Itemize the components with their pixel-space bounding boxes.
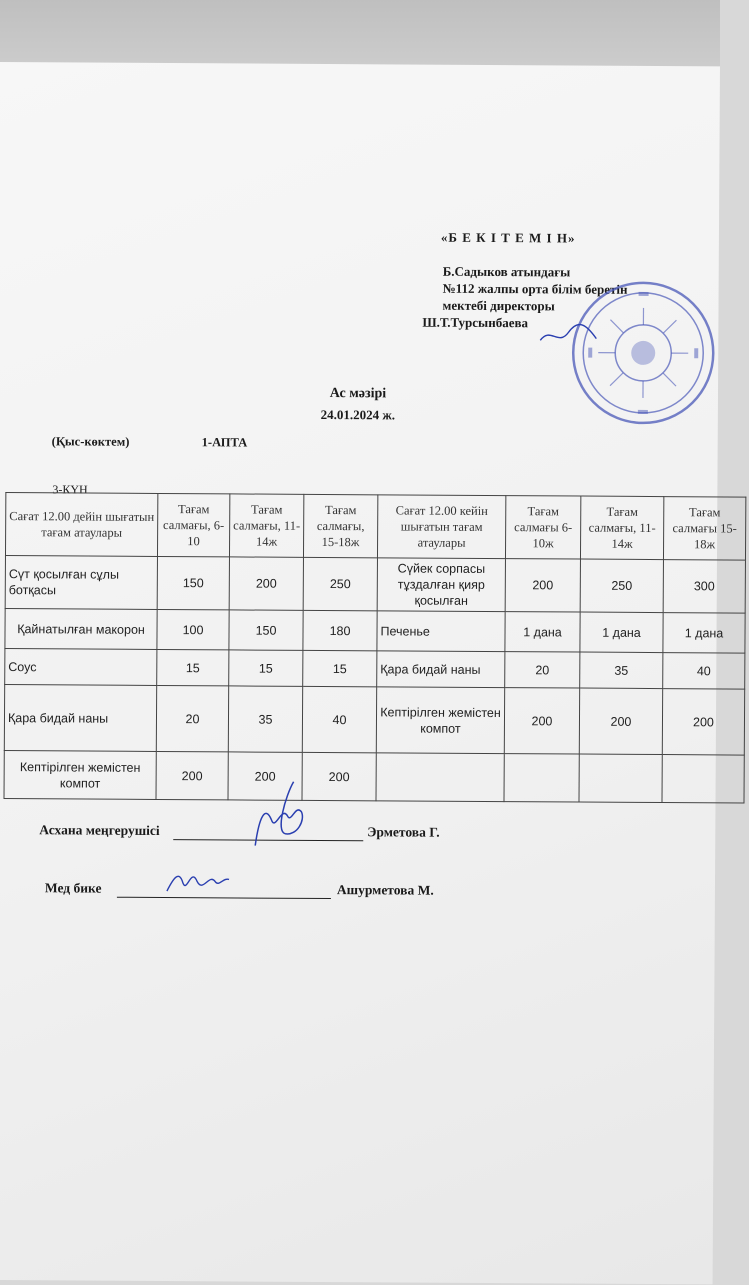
dish-cell: Кептірілген жемістен компот xyxy=(4,751,156,800)
weight-cell xyxy=(662,755,744,804)
weight-cell: 200 xyxy=(579,688,662,755)
weight-cell: 15 xyxy=(229,650,303,686)
header-cell: Тағам салмағы, 15-18ж xyxy=(303,494,377,557)
weight-cell: 15 xyxy=(303,650,377,686)
weight-cell xyxy=(579,754,662,803)
weight-cell: 100 xyxy=(157,609,229,649)
weight-cell: 35 xyxy=(228,686,302,752)
table-row xyxy=(5,556,745,614)
header-cell: Сағат 12.00 кейін шығатын тағам атаулары xyxy=(377,495,505,559)
weight-cell: 1 дана xyxy=(505,612,580,652)
table-row xyxy=(4,751,744,804)
director-signature xyxy=(538,320,598,350)
dish-cell: Печенье xyxy=(377,611,505,652)
header-cell: Тағам салмағы, 11-14ж xyxy=(580,496,663,560)
weight-cell: 200 xyxy=(229,557,303,610)
weight-cell: 15 xyxy=(157,649,229,685)
weight-cell: 40 xyxy=(302,686,376,752)
approval-heading: «Б Е К І Т Е М І Н» xyxy=(441,230,576,247)
day-label: 3-КҮН xyxy=(52,482,87,497)
weight-cell: 200 xyxy=(156,751,228,799)
table-row xyxy=(5,649,745,690)
weight-cell: 35 xyxy=(580,652,663,689)
director-name: Ш.Т.Турсынбаева xyxy=(422,314,627,332)
nurse-signature xyxy=(163,859,233,899)
header-cell: Сағат 12.00 дейін шығатын тағам атаулары xyxy=(5,493,157,557)
header-cell: Тағам салмағы 15-18ж xyxy=(663,497,745,560)
week-label: 1-АПТА xyxy=(202,435,248,450)
canteen-manager-name: Эрметова Г. xyxy=(367,824,439,840)
season-label: (Қыс-көктем) xyxy=(52,434,130,449)
header-cell: Тағам салмағы, 11-14ж xyxy=(229,494,303,557)
header-cell: Тағам салмағы, 6-10 xyxy=(157,493,229,556)
weight-cell: 200 xyxy=(662,689,744,755)
weight-cell: 200 xyxy=(228,752,302,800)
weight-cell: 300 xyxy=(663,560,745,613)
dish-cell: Кептірілген жемістен компот xyxy=(376,687,504,754)
weight-cell: 150 xyxy=(229,610,303,650)
canteen-manager-signature xyxy=(245,776,315,856)
table-row xyxy=(4,685,744,756)
dish-cell: Сүйек сорпасы тұздалған қияр қосылған xyxy=(377,558,505,612)
weight-cell: 20 xyxy=(156,685,228,751)
canteen-manager-label: Асхана меңгерушісі xyxy=(39,822,159,839)
nurse-label: Мед бике xyxy=(45,880,102,896)
weight-cell: 250 xyxy=(303,557,377,610)
weight-cell: 180 xyxy=(303,610,377,650)
weight-cell: 250 xyxy=(580,559,663,613)
dish-cell: Қара бидай наны xyxy=(4,685,156,752)
weight-cell: 20 xyxy=(505,652,580,688)
director-line: №112 жалпы орта білім беретін xyxy=(443,280,628,298)
director-line: мектебі директоры xyxy=(442,297,627,315)
table-header-row xyxy=(5,493,745,561)
dish-cell: Соус xyxy=(5,649,157,686)
weight-cell: 1 дана xyxy=(580,612,663,653)
dish-cell: Қайнатылған макорон xyxy=(5,609,157,650)
menu-title: Ас мәзірі xyxy=(0,384,718,404)
weight-cell: 1 дана xyxy=(663,613,745,654)
header-cell: Тағам салмағы 6-10ж xyxy=(505,496,580,559)
director-line: Б.Садыков атындағы xyxy=(443,263,628,281)
dish-cell: Қара бидай наны xyxy=(377,651,505,688)
official-seal-stamp xyxy=(568,277,719,428)
weight-cell: 200 xyxy=(505,559,580,612)
table-row xyxy=(5,609,745,654)
dish-cell: Сүт қосылған сұлы ботқасы xyxy=(5,556,157,610)
menu-date: 24.01.2024 ж. xyxy=(0,405,718,425)
document-page xyxy=(0,62,720,1284)
weight-cell: 200 xyxy=(302,752,376,800)
weight-cell: 200 xyxy=(504,688,579,754)
dish-cell xyxy=(376,753,504,802)
weight-cell: 40 xyxy=(663,653,745,690)
weight-cell xyxy=(504,754,579,802)
nurse-name: Ашурметова М. xyxy=(337,882,434,899)
menu-table xyxy=(3,492,746,804)
weight-cell: 150 xyxy=(157,556,229,609)
